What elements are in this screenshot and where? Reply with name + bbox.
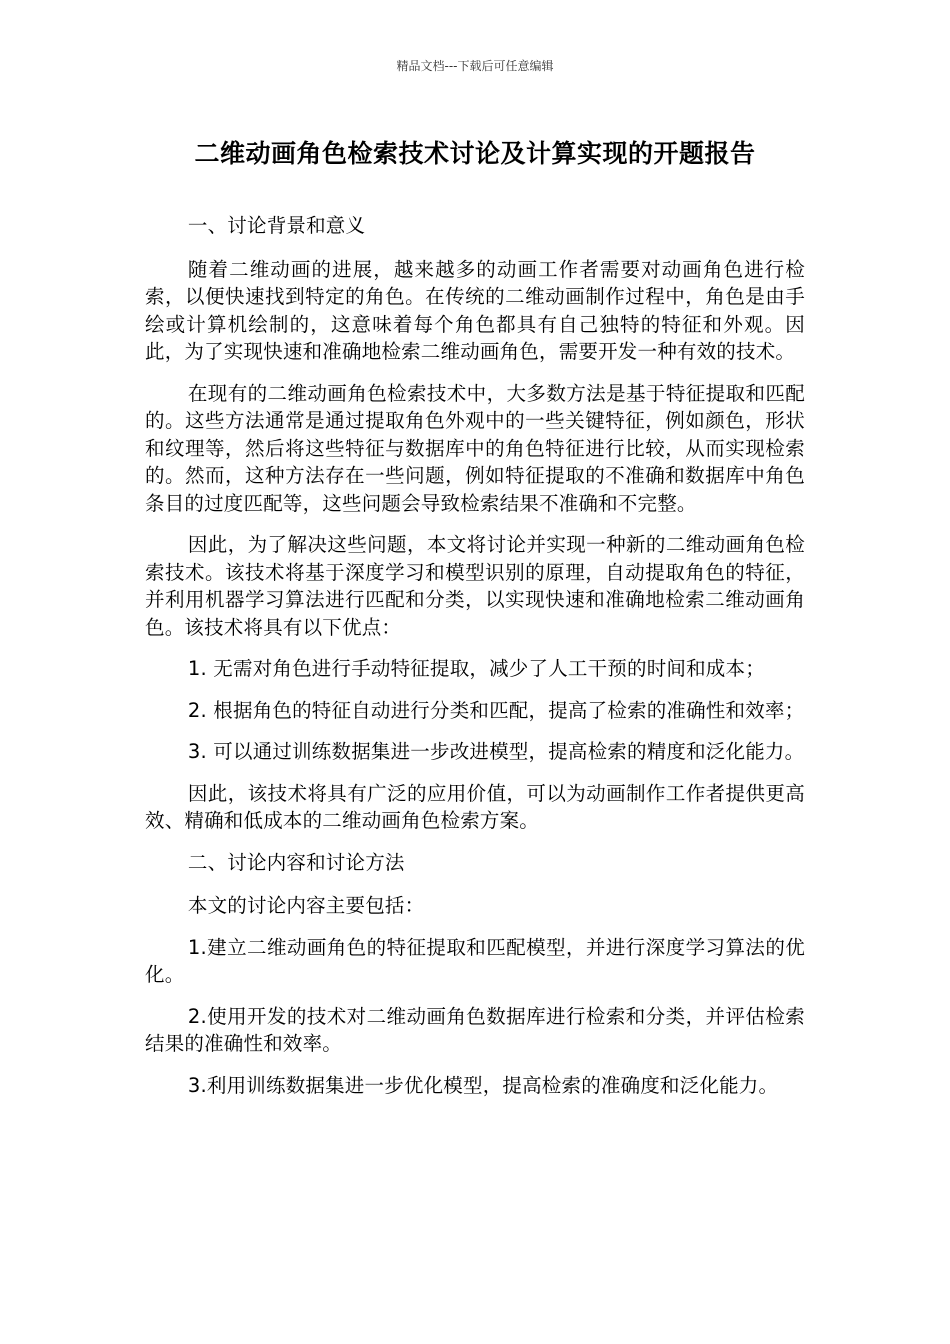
document-body xyxy=(145,212,805,1113)
research-item-2: 2.使用开发的技术对二维动画角色数据库进行检索和分类，并评估检索结果的准确性和效率。 xyxy=(145,1004,805,1055)
advantage-item-2: 2. 根据角色的特征自动进行分类和匹配，提高了检索的准确性和效率； xyxy=(187,698,805,722)
section1-paragraph-4: 因此，该技术将具有广泛的应用价值，可以为动画制作工作者提供更高效、精确和低成本的二维动画角色检索方案。 xyxy=(145,781,805,832)
header-note: 精品文档---下载后可任意编辑 xyxy=(396,59,554,73)
section2-intro: 本文的讨论内容主要包括： xyxy=(187,894,425,917)
section1-paragraph-3: 因此，为了解决这些问题，本文将讨论并实现一种新的二维动画角色检索技术。该技术将基于深度学习和模型识别的原理，自动提取角色的特征，并利用机器学习算法进行匹配和分类，以实现快速和准确地检索二维动画角色。该技术将具有以下优点： xyxy=(145,533,805,639)
section1-heading: 一、讨论背景和意义 xyxy=(187,214,366,237)
section2-heading: 二、讨论内容和讨论方法 xyxy=(187,850,405,874)
section1-paragraph-2: 在现有的二维动画角色检索技术中，大多数方法是基于特征提取和匹配的。这些方法通常是通过提取角色外观中的一些关键特征，例如颜色，形状和纹理等，然后将这些特征与数据库中的角色特征进行比较，从而实现检索的。然而，这种方法存在一些问题，例如特征提取的不准确和数据库中角色条目的过度匹配等，这些问题会导致检索结果不准确和不完整。 xyxy=(145,381,805,515)
section1-paragraph-1: 随着二维动画的进展，越来越多的动画工作者需要对动画角色进行检索，以便快速找到特定的角色。在传统的二维动画制作过程中，角色是由手绘或计算机绘制的，这意味着每个角色都具有自己独特的特征和外观。因此，为了实现快速和准确地检索二维动画角色，需要开发一种有效的技术。 xyxy=(145,257,805,363)
research-item-3: 3.利用训练数据集进一步优化模型，提高检索的准确度和泛化能力。 xyxy=(187,1073,779,1097)
advantage-item-3: 3. 可以通过训练数据集进一步改进模型，提高检索的精度和泛化能力。 xyxy=(187,740,805,763)
advantage-item-1: 1. 无需对角色进行手动特征提取，减少了人工干预的时间和成本； xyxy=(187,657,765,680)
document-title: 二维动画角色检索技术讨论及计算实现的开题报告 xyxy=(194,139,756,168)
research-item-1: 1.建立二维动画角色的特征提取和匹配模型，并进行深度学习算法的优化。 xyxy=(145,935,805,986)
